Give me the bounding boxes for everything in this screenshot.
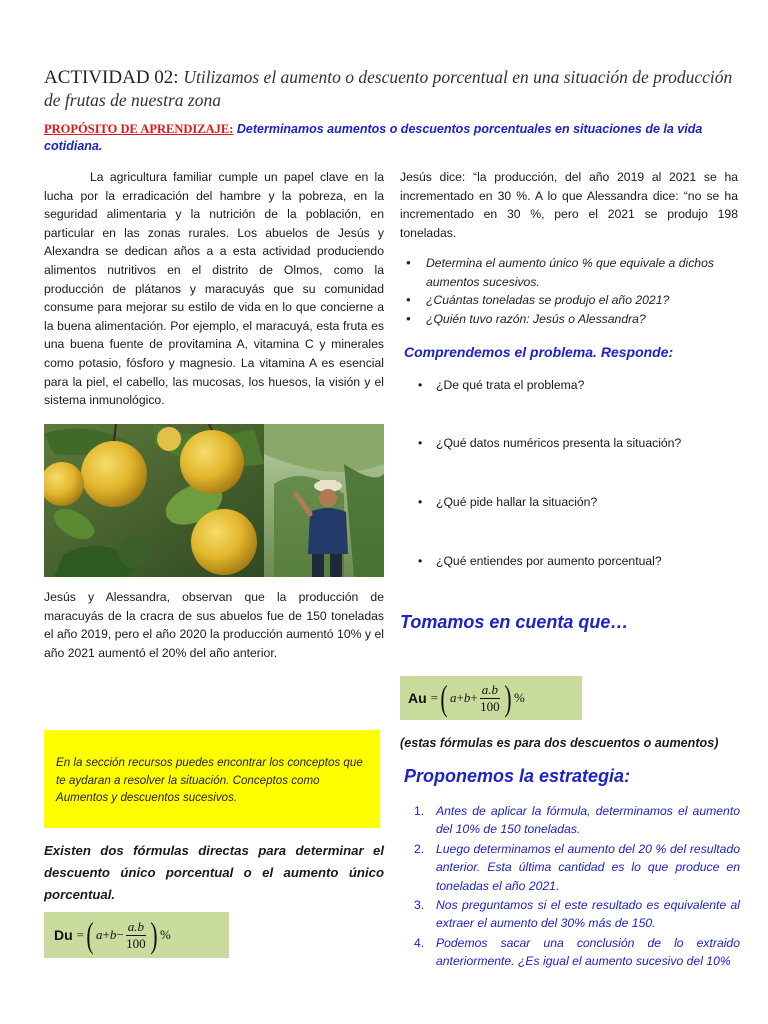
comprehension-action: Responde:: [600, 344, 674, 360]
formula-au-fraction: [480, 682, 500, 715]
step-number: 3.: [414, 898, 425, 913]
formula-du-minus: −: [116, 927, 124, 942]
formula-au-b: b: [463, 690, 471, 705]
formulas-intro: Existen dos fórmulas directas para determinar el descuento único porcentual o el aumento único porcentual.: [44, 843, 384, 902]
formula-du-a: a: [96, 927, 103, 942]
strategy-steps: [400, 802, 740, 972]
strategy-heading: Proponemos la estrategia:: [404, 766, 631, 786]
unique-discount-formula: [44, 912, 229, 958]
learning-purpose: [44, 121, 738, 155]
step-number: 1.: [414, 804, 425, 818]
formula-du-plus: +: [102, 927, 110, 942]
resources-note-box: [44, 730, 380, 828]
right-paren-icon: ): [150, 915, 158, 955]
passion-fruit-photo-illustration: [44, 424, 384, 577]
left-paren-icon: (: [440, 678, 448, 718]
formula-du-equals: =: [76, 927, 85, 942]
strategy-step: [400, 802, 740, 839]
step-number: 4.: [414, 935, 425, 950]
formula-au-name: Au: [408, 690, 427, 706]
task-item: • ¿Cuántas toneladas se produjo el año 2021?: [400, 291, 740, 310]
question-item: • ¿De qué trata el problema?: [400, 376, 740, 394]
resources-note-text: En la sección recursos puedes encontrar los conceptos que te aydaran a resolver la situación. Conceptos como Aumentos y descuentos sucesivos.: [56, 756, 363, 805]
step-text: Podemos sacar una conclusión de lo extraido anteriormente. ¿Es igual el aumento sucesivo del 10%: [436, 935, 740, 969]
formula-au-numerator: a.b: [481, 681, 498, 697]
activity-subtitle: Utilizamos el aumento o descuento porcentual en una situación de producción de frutas de nuestra zona: [44, 67, 733, 110]
passion-fruit-photo: [44, 424, 384, 577]
strategy-step: [400, 896, 740, 933]
formula-au-a: a: [450, 690, 457, 705]
left-paren-icon: (: [86, 915, 94, 955]
formula-du-b: b: [109, 927, 117, 942]
question-item: • ¿Qué pide hallar la situación?: [400, 493, 740, 511]
task-item: • Determina el aumento único % que equivale a dichos aumentos sucesivos.: [400, 254, 740, 291]
step-text: Nos preguntamos si el este resultado es equivalente al extraer el aumento del 30% más de 150.: [436, 898, 740, 931]
strategy-step: [400, 934, 740, 971]
formula-au-plus: +: [456, 690, 464, 705]
step-number: 2.: [414, 841, 425, 856]
formula-du-denominator: 100: [126, 935, 146, 951]
production-paragraph: Jesús y Alessandra, observan que la producción de maracuyás de la cracra de sus abuelos fue de 150 toneladas el año 2019, pero el año 2020 la producción aumentó 10% y el año 2021 aumentó el 20% del año anterior.: [44, 590, 384, 660]
comprehension-title: Comprendemos el problema.: [404, 344, 597, 360]
question-item: • ¿Qué entiendes por aumento porcentual?: [400, 552, 740, 570]
formula-au-equals: =: [430, 690, 439, 705]
take-into-account-heading: Tomamos en cuenta que…: [400, 612, 629, 632]
formula-du-name: Du: [54, 927, 73, 943]
purpose-text: Determinamos aumentos o descuentos porcentuales en situaciones de la vida cotidiana.: [44, 122, 703, 153]
task-item: • ¿Quién tuvo razón: Jesús o Alessandra?: [400, 310, 740, 329]
formula-du-fraction: [126, 919, 146, 952]
comprehension-heading: [404, 344, 673, 360]
formula-au-denominator: 100: [480, 698, 500, 714]
formula-du-numerator: a.b: [127, 918, 144, 934]
intro-paragraph: La agricultura familiar cumple un papel clave en la lucha por la erradicación del hambre y la pobreza, en la seguridad alimentaria y la nutrición de la población, en particular en las zonas rurales. Los abuelos de Jesús y Alexandra se dedican años a a esta actividad produciendo alimentos nutritivos en el distrito de Olmos, como la producción de plátanos y maracuyás que su comunidad consume para mejorar su estilo de vida en lo que concierne a la buena alimentación. Por ejemplo, el maracuyá, esta fruta es una buena fuente de provitamina A, vitamina C y minerales como potasio, fósforo y magnesio. La vitamina A es esencial para la piel, el cabello, las mucosas, los huesos, la visión y el sistema inmunológico.: [44, 170, 384, 408]
question-item: • ¿Qué datos numéricos presenta la situación?: [400, 434, 740, 452]
formula-au-percent: %: [513, 690, 525, 705]
activity-number: ACTIVIDAD 02:: [44, 67, 179, 88]
dialogue-paragraph: Jesús dice: “la producción, del año 2019 al 2021 se ha incrementado en 30 %. A lo que Alessandra dice: “no se ha incrementado en 30 %, pero el 2021 se produjo 198 toneladas.: [400, 170, 738, 240]
activity-title: [44, 66, 734, 112]
formula-note: (estas fórmulas es para dos descuentos o aumentos): [400, 736, 719, 750]
step-text: Luego determinamos el aumento del 20 % del resultado anterior. Esta última cantidad es lo que produce en toneladas el año 2021.: [436, 841, 740, 893]
formula-du-percent: %: [159, 927, 171, 942]
purpose-label: PROPÓSITO DE APRENDIZAJE:: [44, 122, 234, 136]
right-paren-icon: ): [504, 678, 512, 718]
task-list: [400, 254, 740, 328]
formula-au-plus2: +: [470, 690, 478, 705]
strategy-step: [400, 840, 740, 895]
step-text: Antes de aplicar la fórmula, determinamos el aumento del 10% de 150 toneladas.: [436, 804, 740, 837]
unique-increase-formula: [400, 676, 582, 720]
